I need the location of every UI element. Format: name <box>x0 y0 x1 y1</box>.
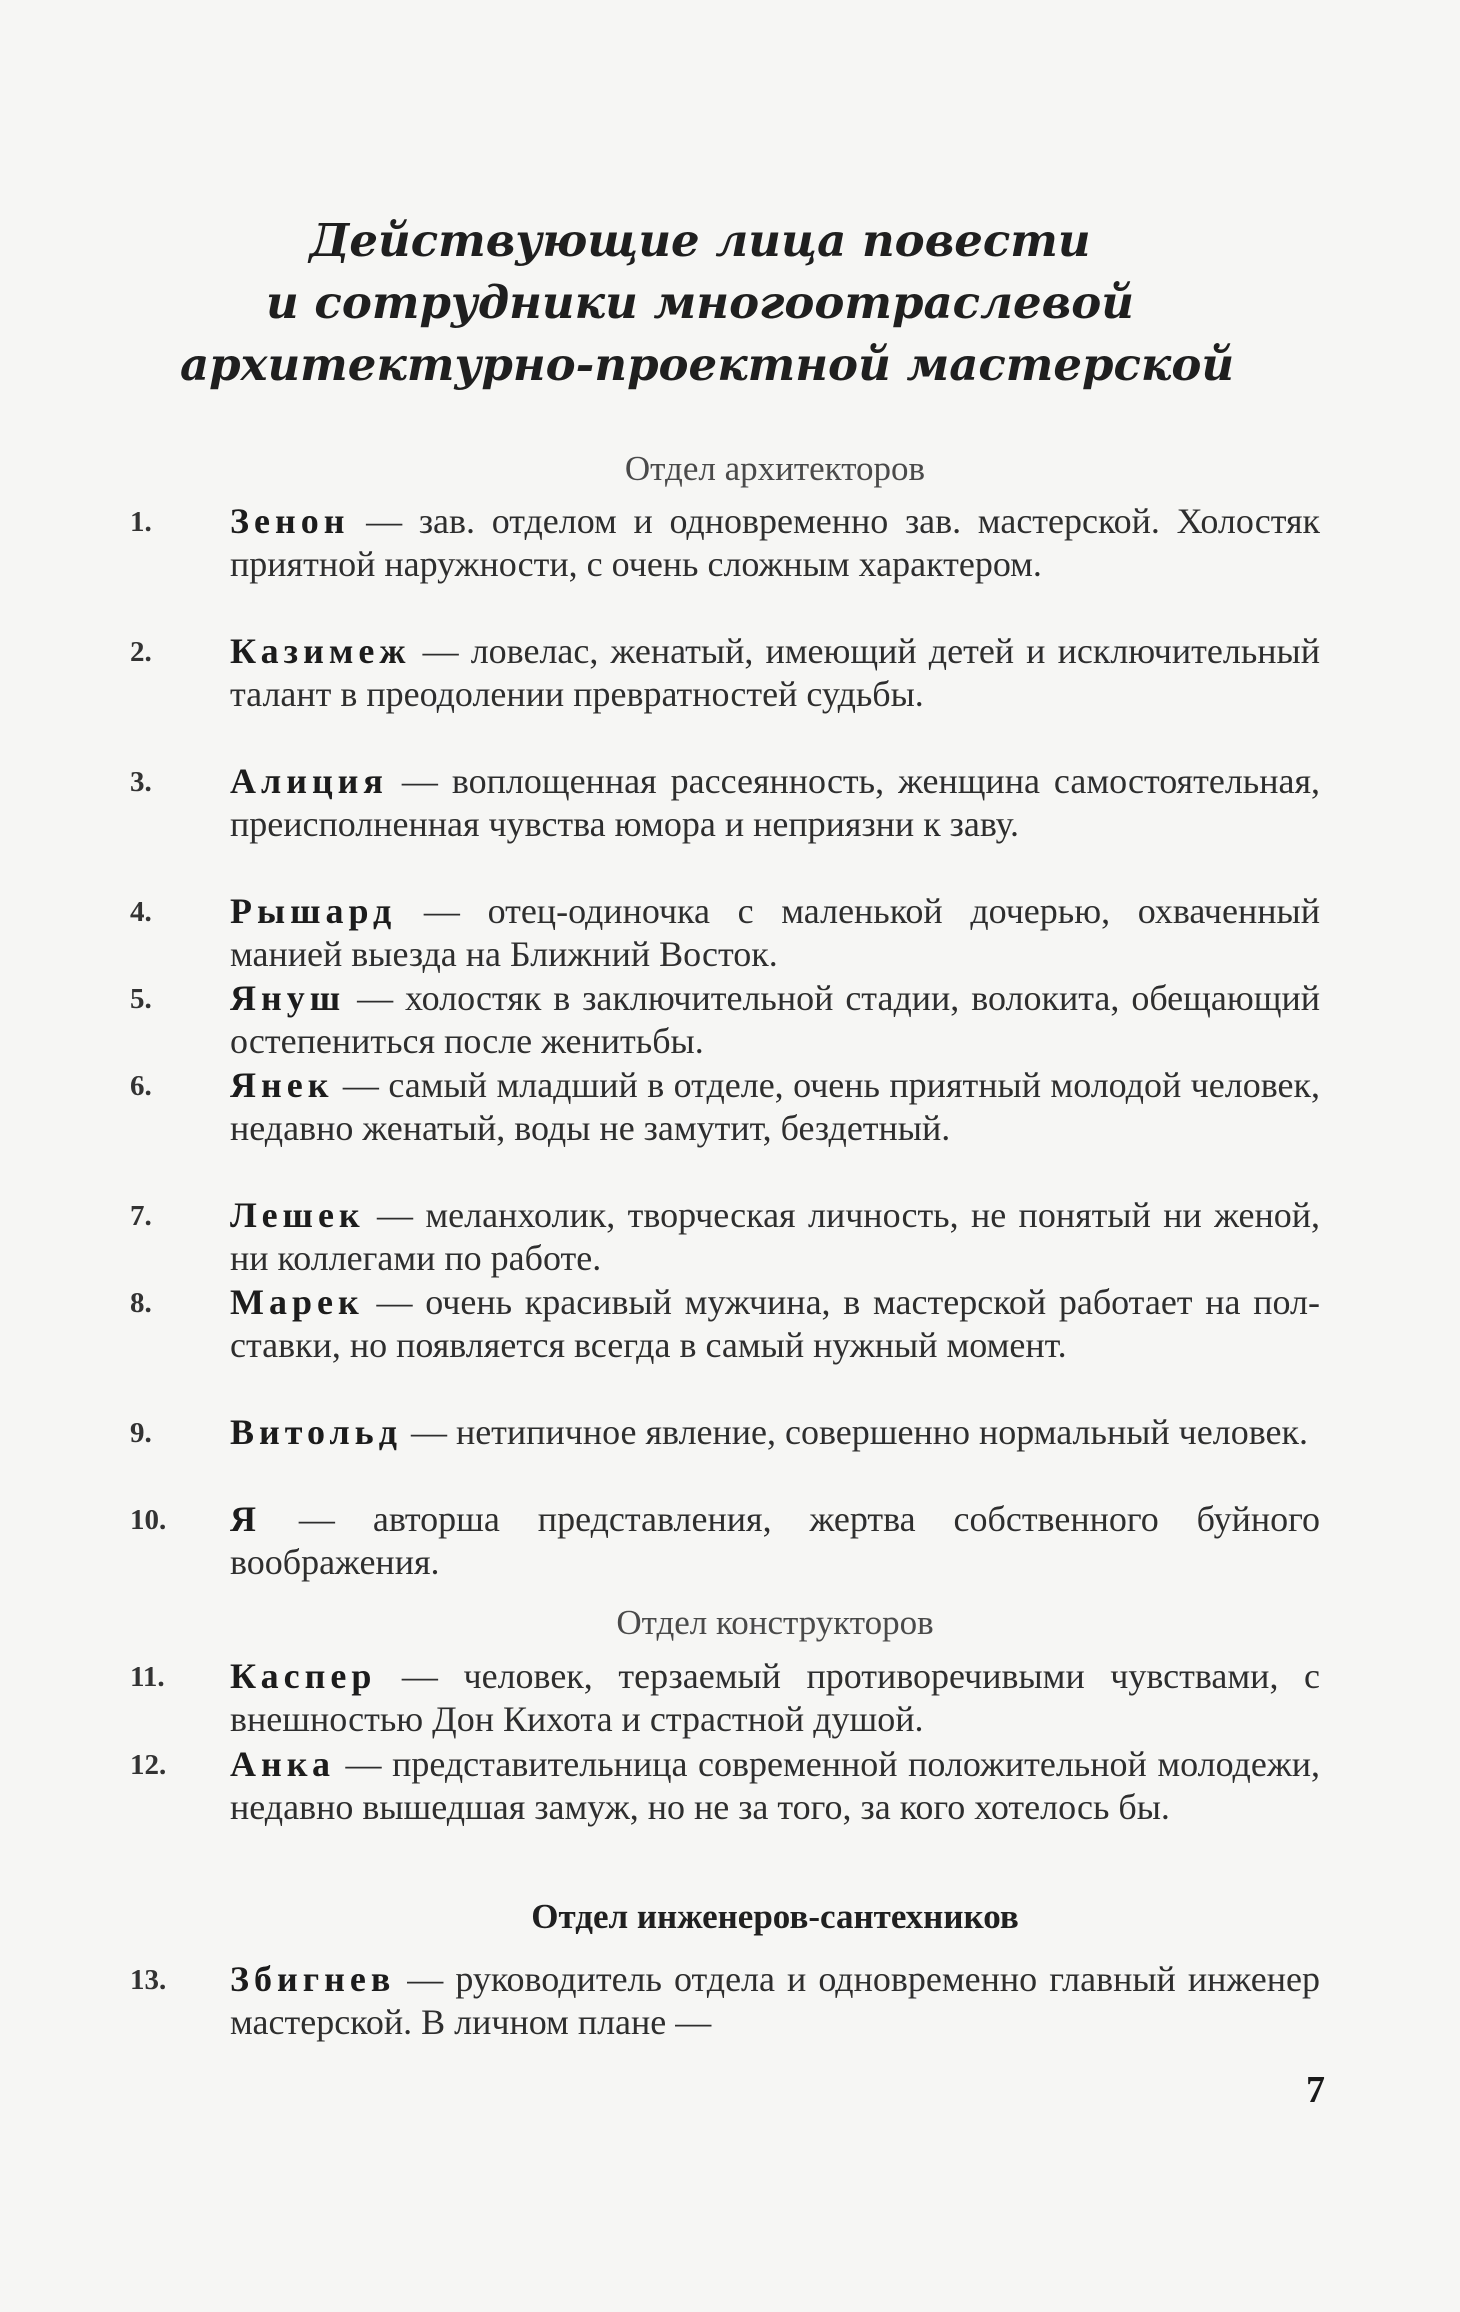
title-line-3: архитектурно-проектной мастерской <box>180 338 1235 391</box>
entry-text <box>230 1281 1320 1367</box>
entry-text <box>230 1064 1320 1150</box>
character-name: Лешек <box>230 1195 365 1235</box>
character-name: Збигнев <box>230 1959 396 1999</box>
entry-text <box>230 1743 1320 1829</box>
character-description: — очень красивый мужчина, в мастерской работает на пол-ставки, но появляется всегда в самый нужный момент. <box>230 1282 1320 1365</box>
character-name: Анка <box>230 1744 335 1784</box>
character-description: — нетипичное явление, совершенно нормальный человек. <box>401 1412 1308 1452</box>
character-name: Казимеж <box>230 631 411 671</box>
character-name: Рышард <box>230 891 397 931</box>
entry-number: 10. <box>130 1504 167 1536</box>
entry-number: 2. <box>130 636 152 668</box>
entry-number: 8. <box>130 1287 152 1319</box>
character-description: — отец-одиночка с маленькой дочерью, охваченный манией выезда на Ближний Восток. <box>230 891 1320 974</box>
character-description: — меланхолик, творческая личность, не понятый ни женой, ни коллегами по работе. <box>230 1195 1320 1278</box>
character-name: Алиция <box>230 761 388 801</box>
character-name: Витольд <box>230 1412 402 1452</box>
section-heading-architects: Отдел архитекторов <box>624 449 926 488</box>
title-line-1: Действующие лица повести <box>309 214 1091 267</box>
entry-number: 7. <box>130 1200 152 1232</box>
character-description: — ловелас, женатый, имеющий детей и исключительный талант в преодолении превратностей судьбы. <box>230 631 1320 714</box>
character-description: — самый младший в отделе, очень приятный молодой человек, недавно женатый, воды не замутит, бездетный. <box>230 1065 1320 1148</box>
section-heading-plumbing-engineers: Отдел инженеров-сантехников <box>531 1897 1019 1936</box>
character-description: — человек, терзаемый противоречивыми чувствами, с внешностью Дон Кихота и страстной душой. <box>230 1656 1320 1739</box>
entry-number: 3. <box>130 766 152 798</box>
entry-text <box>230 500 1320 586</box>
character-name: Януш <box>230 978 346 1018</box>
entry-text <box>230 1655 1320 1741</box>
character-description: — воплощенная рассеянность, женщина самостоятельная, преисполненная чувства юмора и неприязни к заву. <box>230 761 1320 844</box>
entry-text <box>230 977 1320 1063</box>
entry-number: 9. <box>130 1417 152 1449</box>
character-name: Каспер <box>230 1656 377 1696</box>
entry-number: 12. <box>130 1749 167 1781</box>
entry-text <box>230 760 1320 846</box>
entry-text <box>230 1498 1320 1584</box>
entry-number: 6. <box>130 1070 152 1102</box>
entry-text <box>230 1958 1320 2044</box>
entry-number: 5. <box>130 983 152 1015</box>
entry-text <box>230 630 1320 716</box>
page-title <box>180 210 1235 396</box>
entry-number: 11. <box>130 1661 165 1693</box>
character-name: Янек <box>230 1065 334 1105</box>
title-line-2: и сотрудники многоотраслевой <box>266 276 1134 329</box>
character-name: Зенон <box>230 501 350 541</box>
entry-text <box>230 1411 1320 1454</box>
character-description: — зав. отделом и одновременно зав. мастерской. Холостяк приятной наружности, с очень сложным характером. <box>230 501 1320 584</box>
page-number: 7 <box>1306 2069 1325 2111</box>
character-name: Я <box>230 1499 261 1539</box>
section-heading-constructors: Отдел конструкторов <box>616 1603 934 1642</box>
entry-text <box>230 1194 1320 1280</box>
entry-number: 1. <box>130 506 152 538</box>
character-description: — холостяк в заключительной стадии, волокита, обещающий остепениться после женитьбы. <box>230 978 1320 1061</box>
entry-number: 4. <box>130 896 152 928</box>
character-name: Марек <box>230 1282 364 1322</box>
character-description: — авторша представления, жертва собственного буйного воображения. <box>230 1499 1320 1582</box>
character-description: — представительница современной положительной молодежи, недавно вышедшая замуж, но не за того, за кого хотелось бы. <box>230 1744 1320 1827</box>
entry-text <box>230 890 1320 976</box>
entry-number: 13. <box>130 1964 167 1996</box>
character-description: — руководитель отдела и одновременно главный инженер мастерской. В личном плане — <box>230 1959 1320 2042</box>
